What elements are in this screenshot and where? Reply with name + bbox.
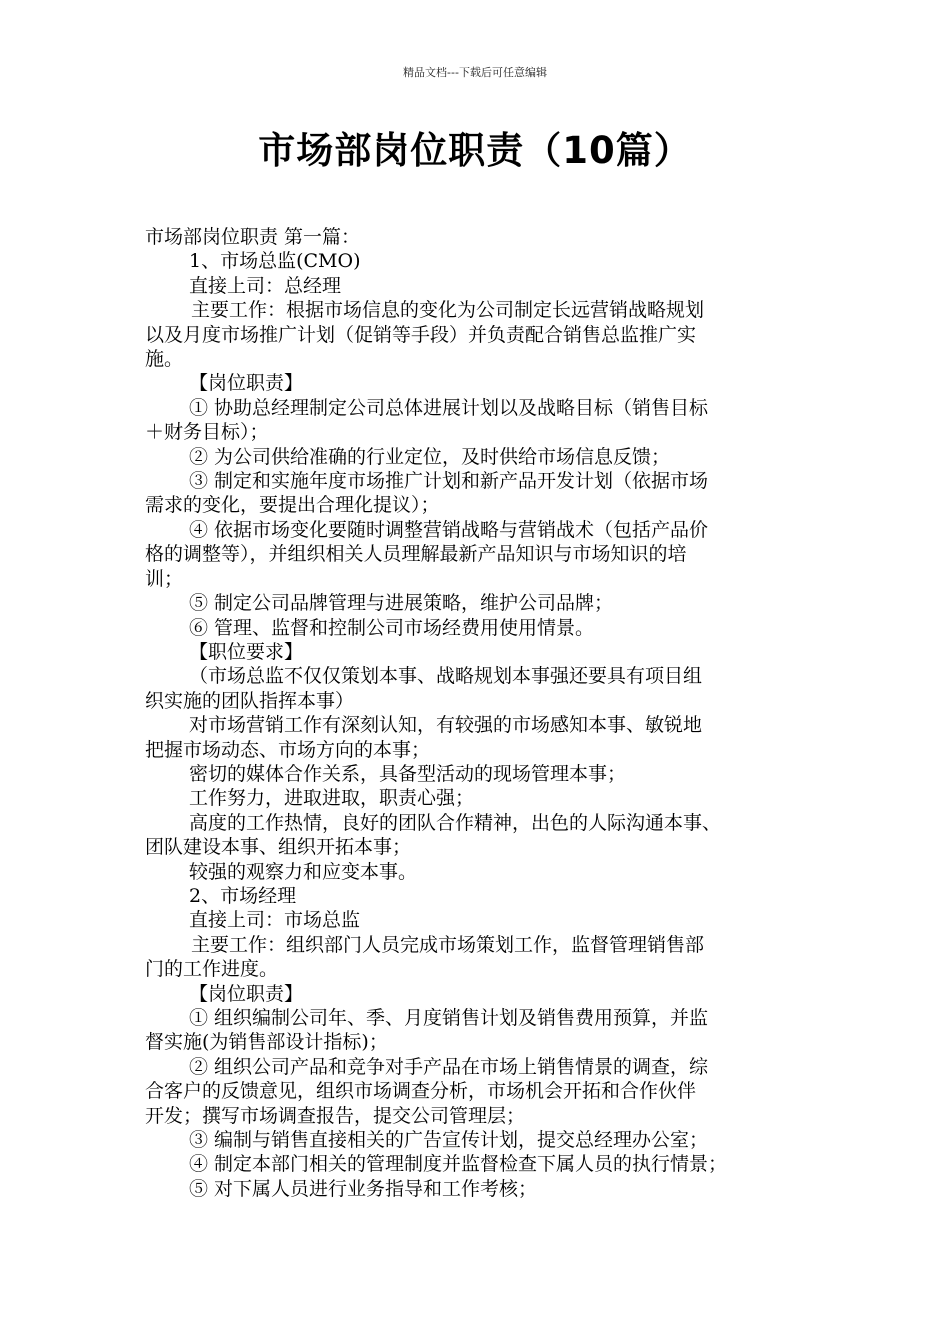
text-line: ③ 制定和实施年度市场推广计划和新产品开发计划（依据市场 (189, 470, 709, 493)
text-line: 直接上司：总经理 (189, 274, 342, 297)
text-line: 较强的观察力和应变本事。 (189, 860, 418, 883)
text-line: 1、市场总监(CMO) (189, 250, 361, 273)
text-line: ① 组织编制公司年、季、月度销售计划及销售费用预算，并监 (189, 1007, 709, 1029)
text-line: ② 为公司供给准确的行业定位，及时供给市场信息反馈； (189, 445, 671, 468)
text-line: 密切的媒体合作关系，具备型活动的现场管理本事； (189, 762, 627, 785)
text-line: 开发；撰写市场调查报告，提交公司管理层； (145, 1104, 526, 1127)
text-line: 高度的工作热情，良好的团队合作精神，出色的人际沟通本事、 (189, 811, 722, 834)
page-header: 精品文档---下载后可任意编辑 (403, 66, 547, 79)
text-line: 【岗位职责】 (189, 372, 304, 395)
text-line: 工作努力，进取进取，职责心强； (189, 787, 475, 810)
text-line: ⑥ 管理、监督和控制公司市场经费用使用情景。 (189, 616, 595, 639)
text-line: 主要工作：根据市场信息的变化为公司制定长远营销战略规划 (191, 299, 705, 322)
document-body (145, 225, 825, 1201)
text-line: 门的工作进度。 (145, 958, 279, 981)
text-line: ④ 制定本部门相关的管理制度并监督检查下属人员的执行情景； (189, 1153, 728, 1176)
text-line: 需求的变化，要提出合理化提议）； (145, 494, 440, 517)
document-title: 市场部岗位职责（10篇） (258, 129, 692, 172)
text-line: ⑤ 制定公司品牌管理与进展策略，维护公司品牌； (189, 592, 614, 615)
text-line: 【岗位职责】 (189, 982, 304, 1005)
text-line: 以及月度市场推广计划（促销等手段）并负责配合销售总监推广实 (145, 323, 697, 346)
text-line: ⑤ 对下属人员进行业务指导和工作考核； (189, 1177, 538, 1200)
text-line: 主要工作：组织部门人员完成市场策划工作，监督管理销售部 (191, 933, 705, 956)
text-line: （市场总监不仅仅策划本事、战略规划本事强还要具有项目组 (189, 665, 703, 688)
text-line: 对市场营销工作有深刻认知，有较强的市场感知本事、敏锐地 (189, 714, 703, 737)
text-line: 2、市场经理 (189, 884, 297, 907)
text-line: 织实施的团队指挥本事） (145, 689, 355, 712)
text-line: ② 组织公司产品和竞争对手产品在市场上销售情景的调查，综 (189, 1055, 709, 1078)
text-line: 格的调整等），并组织相关人员理解最新产品知识与市场知识的培 (145, 543, 687, 566)
text-line: 【职位要求】 (189, 640, 304, 663)
text-line: ③ 编制与销售直接相关的广告宣传计划，提交总经理办公室； (189, 1129, 709, 1152)
text-line: 施。 (145, 348, 184, 371)
text-line: ＋财务目标）； (145, 421, 269, 444)
text-line: 团队建设本事、组织开拓本事； (145, 836, 412, 859)
text-line: 督实施(为销售部设计指标)； (145, 1031, 388, 1054)
text-line: 直接上司：市场总监 (189, 909, 361, 932)
text-line: 把握市场动态、市场方向的本事； (145, 738, 431, 761)
text-line: ④ 依据市场变化要随时调整营销战略与营销战术（包括产品价 (189, 518, 709, 541)
text-line: 训； (145, 567, 184, 590)
text-line: 合客户的反馈意见，组织市场调查分析，市场机会开拓和合作伙伴 (145, 1080, 697, 1103)
text-line: ① 协助总经理制定公司总体进展计划以及战略目标（销售目标 (189, 396, 709, 419)
text-line: 市场部岗位职责 第一篇： (145, 226, 361, 248)
